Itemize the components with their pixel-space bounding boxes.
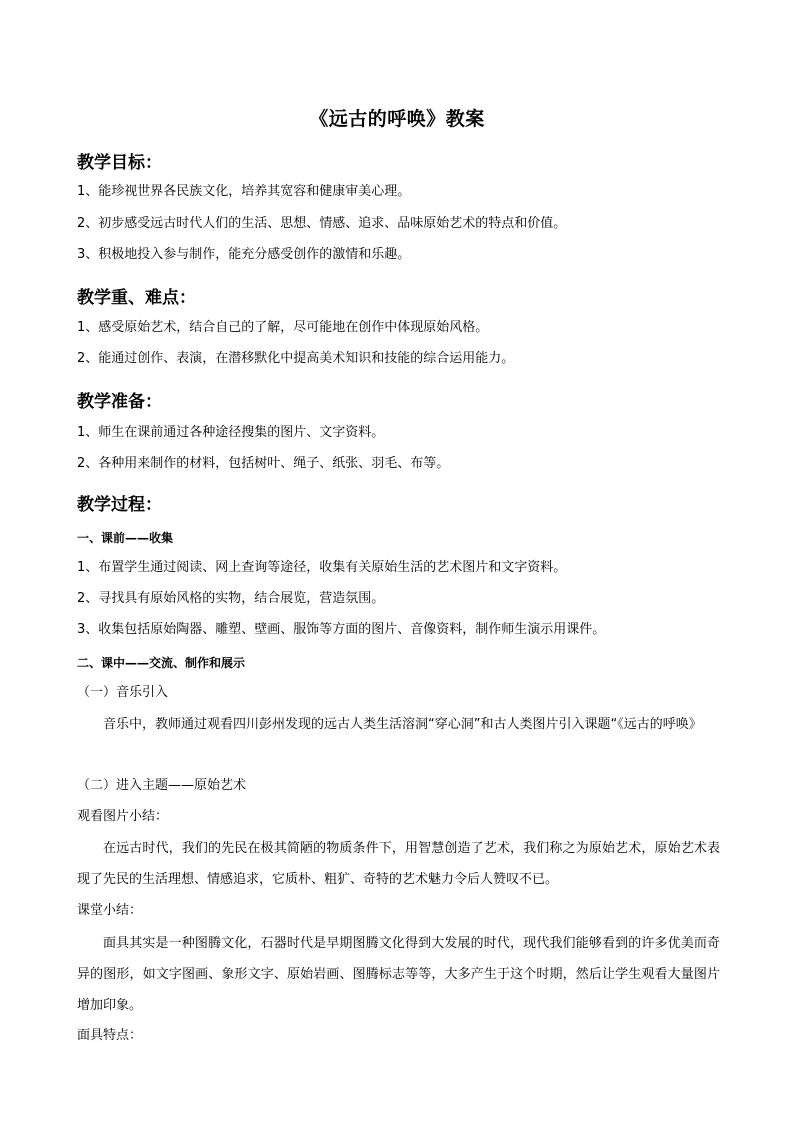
picture-summary-paragraph: 在远古时代，我们的先民在极其简陋的物质条件下，用智慧创造了艺术，我们称之为原始艺术，原始艺术表现了先民的生活理想、情感追求，它质朴、粗犷、奇特的艺术魅力令后人赞叹不已。 [77, 841, 720, 887]
section-heading-objectives: 教学目标： [77, 153, 162, 173]
subsection-heading-before-class: 一、课前——收集 [77, 531, 174, 545]
part-heading-music-intro: （一）音乐引入 [77, 685, 169, 700]
class-summary-label: 课堂小结： [77, 903, 143, 918]
objective-item: 1、能珍视世界各民族文化，培养其宽容和健康审美心理。 [77, 184, 411, 199]
objective-item: 3、积极地投入参与制作，能充分感受创作的激情和乐趣。 [77, 247, 411, 262]
key-point-item: 1、感受原始艺术，结合自己的了解，尽可能地在创作中体现原始风格。 [77, 320, 489, 335]
class-summary-paragraph: 面具其实是一种图腾文化，石器时代是早期图腾文化得到大发展的时代，现代我们能够看到的许多优美而奇异的图形，如文字图画、象形文字、原始岩画、图腾标志等等，大多产生于这个时期，然后让学生观看大量图片增加印象。 [77, 936, 720, 1013]
section-heading-process: 教学过程： [77, 495, 162, 515]
section-heading-key-points: 教学重、难点： [77, 288, 196, 308]
preparation-item: 1、师生在课前通过各种途径搜集的图片、文字资料。 [77, 425, 385, 440]
music-intro-paragraph: 音乐中，教师通过观看四川彭州发现的远古人类生活溶洞“穿心洞”和古人类图片引入课题“《远古的呼唤》 [103, 717, 702, 732]
part-heading-primitive-art: （二）进入主题——原始艺术 [77, 778, 247, 793]
before-class-item: 1、布置学生通过阅读、网上查询等途径，收集有关原始生活的艺术图片和文字资料。 [77, 560, 567, 575]
subsection-heading-in-class: 二、课中——交流、制作和展示 [77, 656, 246, 670]
key-point-item: 2、能通过创作、表演，在潜移默化中提高美术知识和技能的综合运用能力。 [77, 351, 515, 366]
before-class-item: 3、收集包括原始陶器、雕塑、壁画、服饰等方面的图片、音像资料，制作师生演示用课件。 [77, 622, 606, 637]
preparation-item: 2、各种用来制作的材料，包括树叶、绳子、纸张、羽毛、布等。 [77, 456, 450, 471]
mask-features-label: 面具特点： [77, 1028, 143, 1043]
objective-item: 2、初步感受远古时代人们的生活、思想、情感、追求、品味原始艺术的特点和价值。 [77, 216, 567, 231]
before-class-item: 2、寻找具有原始风格的实物，结合展览，营造氛围。 [77, 591, 385, 606]
section-heading-preparation: 教学准备： [77, 392, 162, 412]
document-title: 《远古的呼唤》教案 [309, 108, 485, 130]
picture-summary-label: 观看图片小结： [77, 809, 169, 824]
